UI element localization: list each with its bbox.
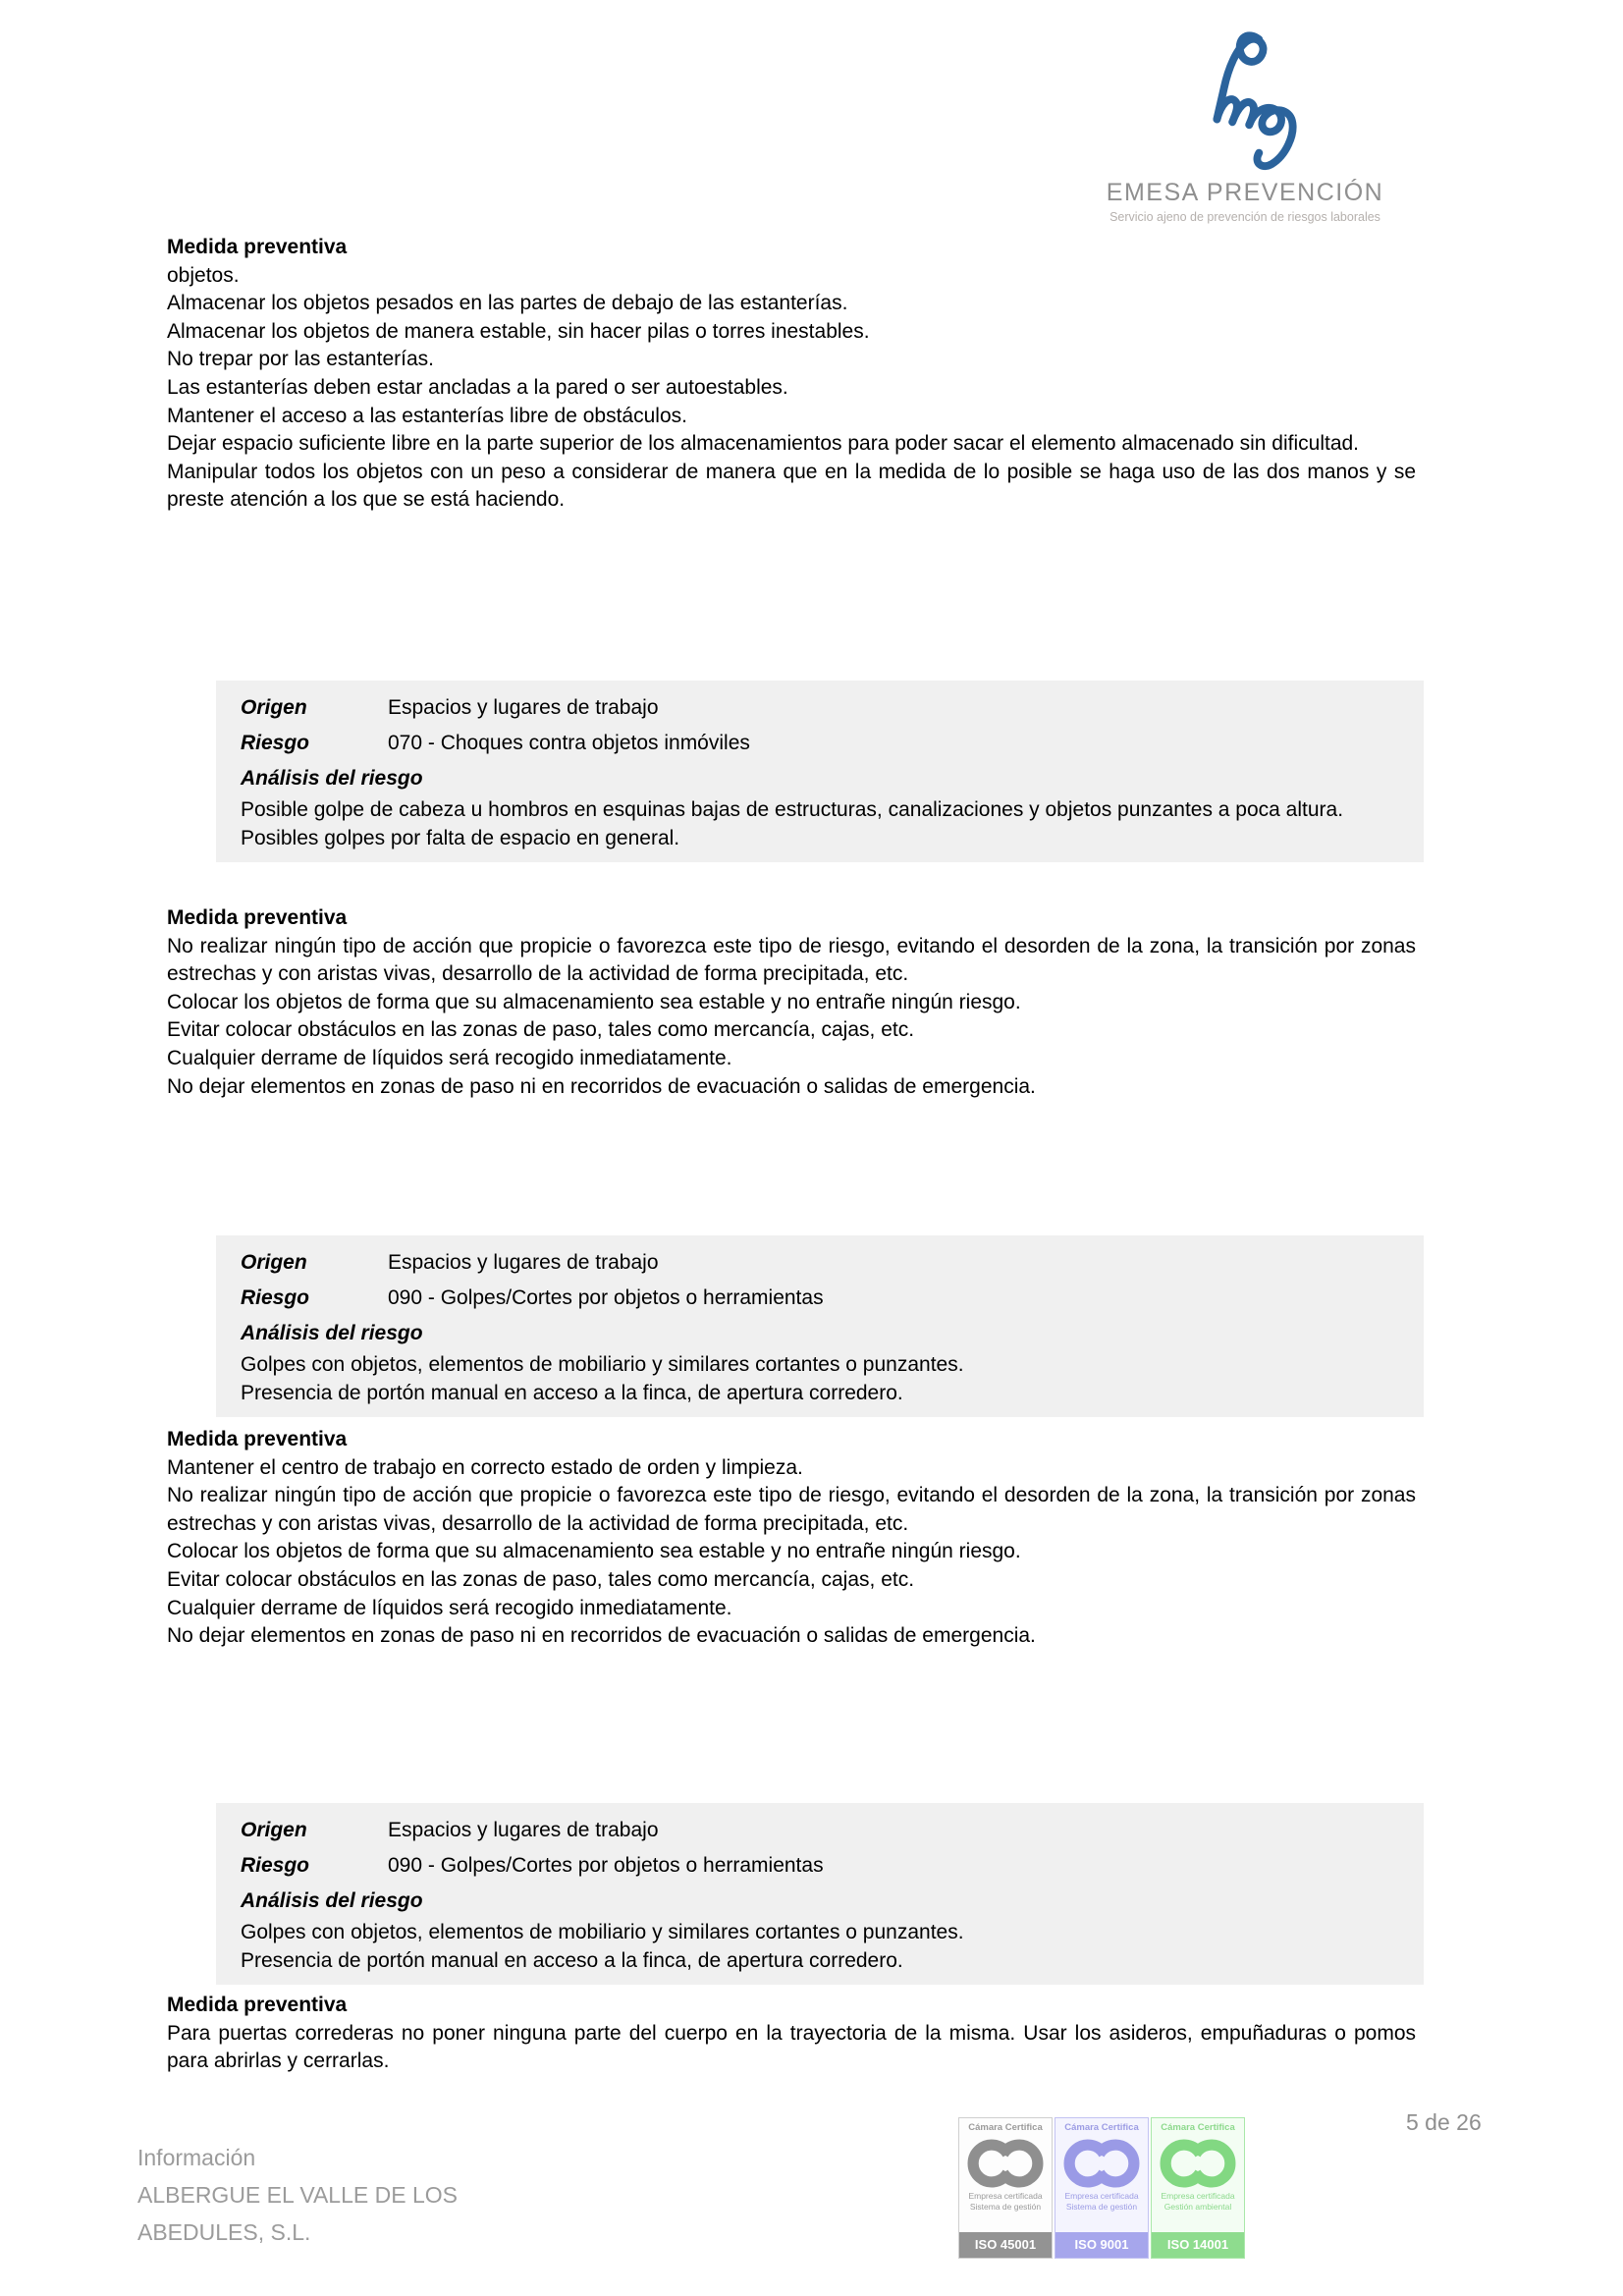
origin-label: Origen [241,696,307,719]
preventive-measure-block-3 [167,1426,1416,1651]
logo-tagline: Servicio ajeno de prevención de riesgos laborales [1109,210,1380,224]
risk-label: Riesgo [241,1854,310,1877]
risk-risk-row [241,1281,1398,1316]
risk-risk-row [241,726,1398,761]
origin-label: Origen [241,1819,307,1841]
measure-paragraph: Almacenar los objetos pesados en las partes de debajo de las estanterías. [167,292,848,315]
risk-box-090-first [216,1235,1424,1417]
measure-paragraph: Colocar los objetos de forma que su almacenamiento sea estable y no entrañe ningún riesgo. [167,990,1021,1013]
emesa-eme-icon [1154,29,1336,177]
analysis-heading: Análisis del riesgo [241,1889,423,1912]
measure-paragraph: No realizar ningún tipo de acción que propicie o favorezca este tipo de riesgo, evitando el desorden de la zona, la transición por zonas estrechas y con aristas vivas, desarrollo de la actividad de forma precipitada, etc. [167,1484,1416,1535]
measure-paragraph: objetos. [167,263,240,287]
analysis-paragraph: Presencia de portón manual en acceso a la finca, de apertura corredero. [241,1381,903,1404]
footer-info-label: Información [137,2145,256,2170]
risk-box-090-second [216,1803,1424,1985]
measure-title: Medida preventiva [167,236,348,258]
measure-paragraph: Cualquier derrame de líquidos será recogido inmediatamente. [167,1046,732,1069]
measure-paragraph: Evitar colocar obstáculos en las zonas de paso, tales como mercancía, cajas, etc. [167,1567,915,1591]
badge-line: Empresa certificada [1161,2191,1235,2201]
preventive-measure-block-4 [167,1992,1416,2076]
badge-line: Empresa certificada [1064,2191,1139,2201]
risk-value: 090 - Golpes/Cortes por objetos o herramientas [388,1286,824,1309]
measure-paragraph: Dejar espacio suficiente libre en la parte superior de los almacenamientos para poder sacar el elemento almacenado sin dificultad. [167,432,1360,456]
measure-title: Medida preventiva [167,906,348,929]
certification-badges [958,2117,1245,2259]
measure-paragraph: Cualquier derrame de líquidos será recogido inmediatamente. [167,1596,732,1619]
measure-paragraph: Evitar colocar obstáculos en las zonas de paso, tales como mercancía, cajas, etc. [167,1018,915,1042]
risk-value: 070 - Choques contra objetos inmóviles [388,732,750,754]
badge-header: Cámara Certifica [1064,2122,1139,2133]
origin-value: Espacios y lugares de trabajo [388,1819,659,1841]
measure-paragraph: No dejar elementos en zonas de paso ni en recorridos de evacuación o salidas de emergencia. [167,1624,1036,1648]
origin-value: Espacios y lugares de trabajo [388,696,659,719]
camara-certifica-icon [964,2136,1047,2191]
badge-line: Sistema de gestión [1065,2201,1138,2212]
risk-origin-row [241,690,1398,726]
analysis-heading: Análisis del riesgo [241,767,423,790]
measure-paragraph: Almacenar los objetos de manera estable, sin hacer pilas o torres inestables. [167,319,870,343]
iso-14001-badge [1151,2117,1245,2259]
page-number: 5 de 26 [1406,2109,1482,2135]
logo-company-name: EMESA PREVENCIÓN [1106,179,1384,206]
footer-company-line: ALBERGUE EL VALLE DE LOS [137,2182,458,2208]
measure-paragraph: Colocar los objetos de forma que su almacenamiento sea estable y no entrañe ningún riesgo. [167,1540,1021,1563]
measure-title: Medida preventiva [167,1994,348,2016]
measure-paragraph: Mantener el acceso a las estanterías libre de obstáculos. [167,404,687,427]
footer-company-line: ABEDULES, S.L. [137,2219,311,2245]
camara-certifica-icon [1060,2136,1143,2191]
measure-paragraph: No realizar ningún tipo de acción que propicie o favorezca este tipo de riesgo, evitando el desorden de la zona, la transición por zonas estrechas y con aristas vivas, desarrollo de la actividad de forma precipitada, etc. [167,934,1416,986]
measure-paragraph: Manipular todos los objetos con un peso a considerar de manera que en la medida de lo posible se haga uso de las dos manos y se preste atención a los que se está haciendo. [167,460,1416,512]
measure-paragraph: Para puertas correderas no poner ninguna parte del cuerpo en la trayectoria de la misma. Usar los asideros, empuñaduras o pomos para abrirlas y cerrarlas. [167,2021,1416,2073]
risk-label: Riesgo [241,1286,310,1309]
badge-iso-band: ISO 45001 [959,2232,1052,2258]
analysis-paragraph: Posible golpe de cabeza u hombros en esquinas bajas de estructuras, canalizaciones y objetos punzantes a poca altura. [241,798,1344,821]
badge-line: Gestión ambiental [1163,2201,1232,2212]
measure-paragraph: No trepar por las estanterías. [167,348,434,371]
origin-value: Espacios y lugares de trabajo [388,1251,659,1274]
origin-label: Origen [241,1251,307,1274]
badge-iso-band: ISO 14001 [1152,2232,1244,2258]
risk-risk-row [241,1848,1398,1884]
iso-9001-badge [1055,2117,1149,2259]
analysis-paragraph: Golpes con objetos, elementos de mobiliario y similares cortantes o punzantes. [241,1921,964,1943]
measure-title: Medida preventiva [167,1428,348,1450]
analysis-paragraph: Posibles golpes por falta de espacio en general. [241,826,680,849]
risk-label: Riesgo [241,732,310,754]
risk-origin-row [241,1813,1398,1848]
badge-iso-band: ISO 9001 [1055,2232,1148,2258]
preventive-measure-block-1 [167,234,1416,515]
risk-box-070 [216,681,1424,862]
risk-value: 090 - Golpes/Cortes por objetos o herramientas [388,1854,824,1877]
iso-45001-badge [958,2117,1053,2259]
badge-line: Empresa certificada [968,2191,1043,2201]
badge-header: Cámara Certifica [1161,2122,1235,2133]
preventive-measure-block-2 [167,904,1416,1101]
analysis-paragraph: Presencia de portón manual en acceso a la finca, de apertura corredero. [241,1948,903,1972]
measure-paragraph: No dejar elementos en zonas de paso ni en recorridos de evacuación o salidas de emergencia. [167,1074,1036,1098]
camara-certifica-icon [1157,2136,1239,2191]
badge-line: Sistema de gestión [969,2201,1042,2212]
measure-paragraph: Las estanterías deben estar ancladas a la pared o ser autoestables. [167,375,788,399]
analysis-heading: Análisis del riesgo [241,1322,423,1344]
measure-paragraph: Mantener el centro de trabajo en correcto estado de orden y limpieza. [167,1455,803,1479]
footer-company-info [137,2139,458,2251]
emesa-logo [1098,29,1392,224]
analysis-paragraph: Golpes con objetos, elementos de mobiliario y similares cortantes o punzantes. [241,1353,964,1376]
risk-origin-row [241,1245,1398,1281]
badge-header: Cámara Certifica [968,2122,1043,2133]
